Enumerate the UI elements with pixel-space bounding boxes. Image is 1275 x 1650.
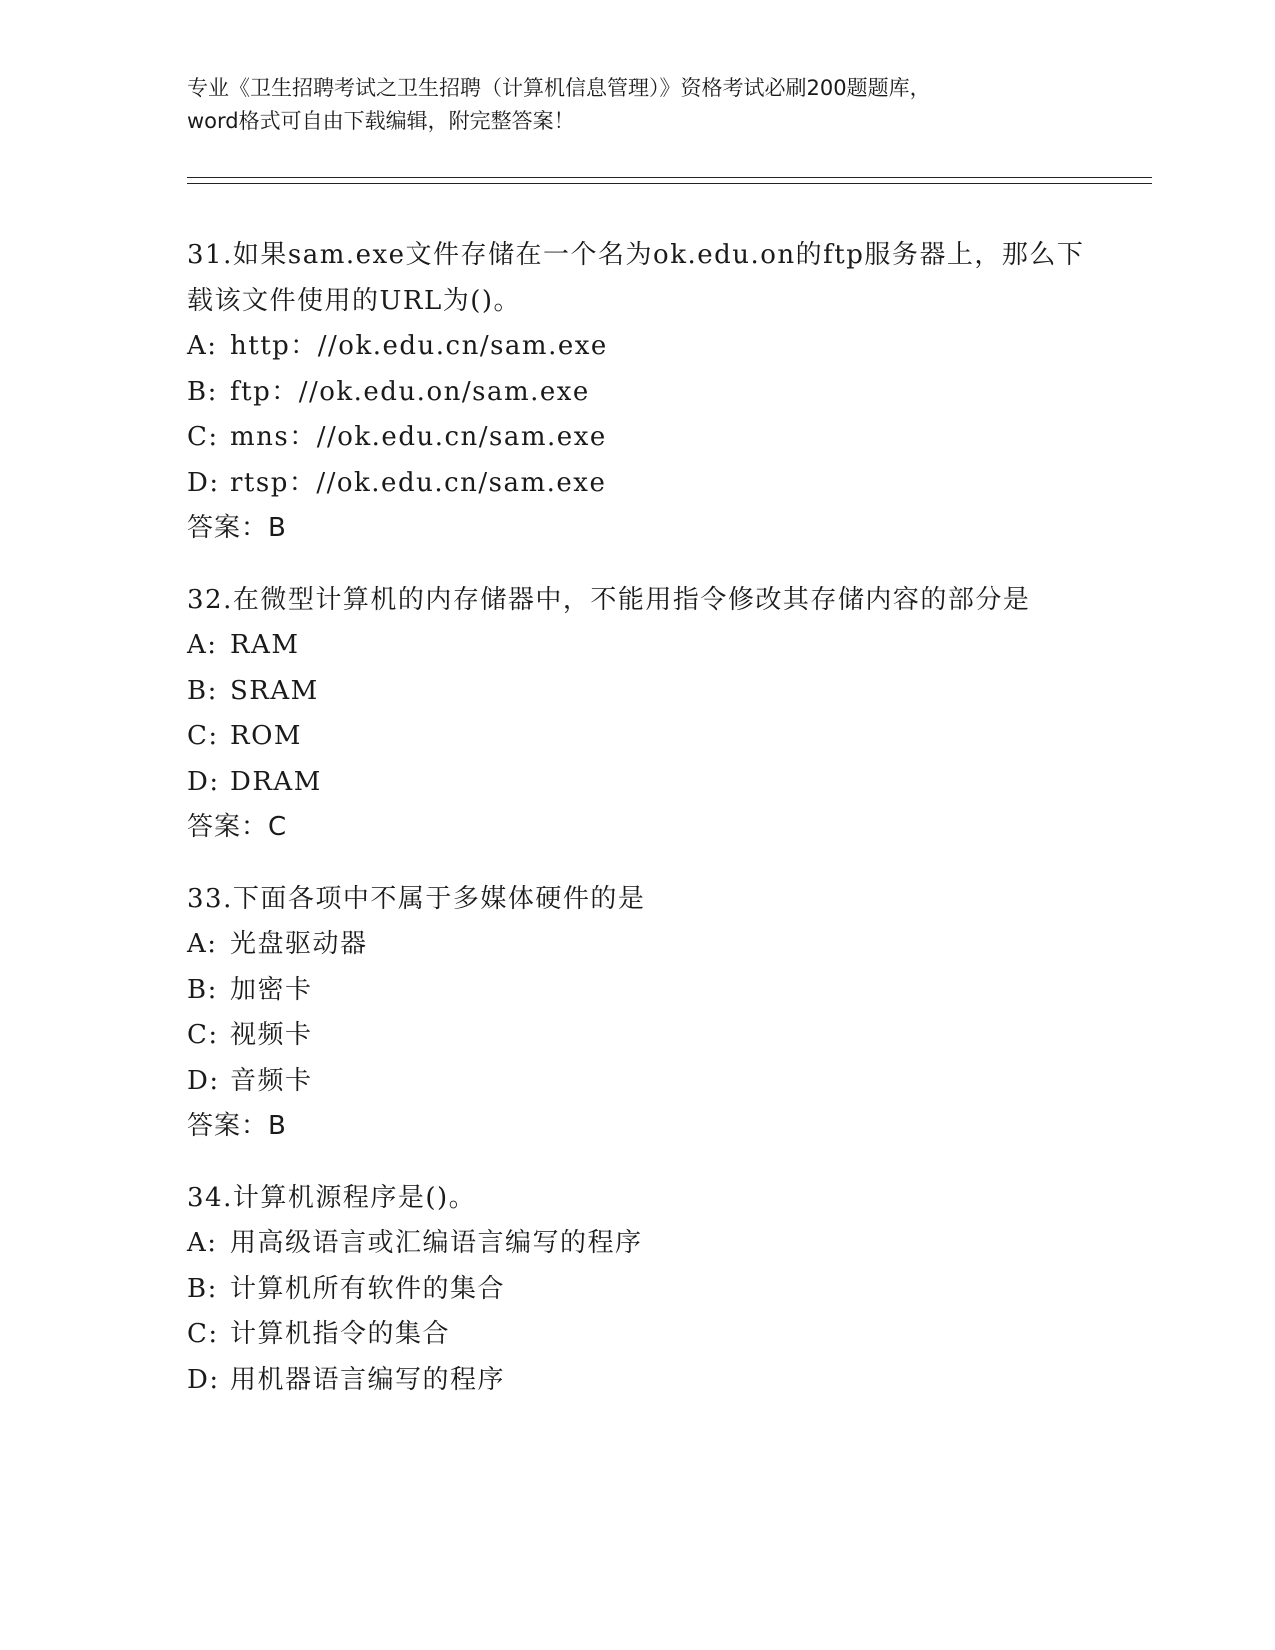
option-text: RAM — [230, 630, 300, 660]
question-text: 32.在微型计算机的内存储器中，不能用指令修改其存储内容的部分是 — [187, 585, 1031, 615]
option-a — [187, 324, 1087, 370]
option-text: 用高级语言或汇编语言编写的程序 — [230, 1228, 643, 1258]
option-text: SRAM — [230, 675, 319, 706]
option-text: 计算机指令的集合 — [230, 1319, 451, 1349]
option-a — [187, 922, 1087, 968]
option-b — [187, 1267, 1087, 1313]
option-c — [187, 1013, 1087, 1059]
answer-line: 答案：B — [187, 1111, 287, 1141]
option-text: 视频卡 — [230, 1020, 313, 1050]
option-text: rtsp：//ok.edu.cn/sam.exe — [230, 467, 607, 498]
option-d — [187, 461, 1087, 507]
option-text: 加密卡 — [230, 974, 313, 1005]
option-letter: D: — [187, 766, 220, 797]
header-divider-bottom — [187, 183, 1152, 184]
question-31 — [187, 232, 1087, 551]
header-line-1: 专业《卫生招聘考试之卫生招聘（计算机信息管理）》资格考试必刷200题题库， — [187, 76, 931, 100]
option-text: ROM — [230, 721, 303, 751]
question-text: 33.下面各项中不属于多媒体硬件的是 — [187, 884, 646, 914]
option-letter: B: — [187, 974, 218, 1005]
option-d — [187, 1358, 1087, 1404]
question-33 — [187, 876, 1087, 1149]
option-b — [187, 968, 1087, 1014]
option-letter: D: — [187, 1065, 220, 1096]
question-32 — [187, 577, 1087, 850]
option-letter: A: — [187, 929, 218, 959]
option-c — [187, 1312, 1087, 1358]
option-letter: A: — [187, 1228, 218, 1258]
option-text: ftp：//ok.edu.on/sam.exe — [230, 376, 590, 407]
option-letter: C: — [187, 721, 219, 751]
question-text: 31.如果sam.exe文件存储在一个名为ok.edu.on的ftp服务器上，那么下载该文件使用的URL为()。 — [187, 240, 1085, 316]
option-a — [187, 1221, 1087, 1267]
option-text: 光盘驱动器 — [230, 929, 368, 959]
option-letter: B: — [187, 1273, 218, 1304]
option-letter: C: — [187, 1319, 219, 1349]
option-a — [187, 623, 1087, 669]
question-list — [187, 232, 1087, 1429]
option-letter: B: — [187, 675, 218, 706]
option-c — [187, 415, 1087, 461]
option-letter: C: — [187, 1020, 219, 1050]
option-text: 用机器语言编写的程序 — [230, 1364, 506, 1395]
option-text: 计算机所有软件的集合 — [230, 1273, 506, 1304]
option-d — [187, 1059, 1087, 1105]
option-text: http：//ok.edu.cn/sam.exe — [230, 331, 608, 361]
option-text: 音频卡 — [230, 1065, 313, 1096]
option-c — [187, 714, 1087, 760]
question-text: 34.计算机源程序是()。 — [187, 1183, 477, 1213]
option-text: DRAM — [230, 766, 322, 797]
option-letter: D: — [187, 467, 220, 498]
option-b — [187, 370, 1087, 416]
document-header — [187, 72, 1087, 138]
answer-line: 答案：B — [187, 513, 287, 543]
option-b — [187, 669, 1087, 715]
option-letter: C: — [187, 422, 219, 452]
option-text: mns：//ok.edu.cn/sam.exe — [230, 422, 607, 452]
header-divider-top — [187, 177, 1152, 178]
option-d — [187, 760, 1087, 806]
option-letter: D: — [187, 1364, 220, 1395]
header-line-2: word格式可自由下载编辑，附完整答案！ — [187, 109, 575, 133]
option-letter: B: — [187, 376, 218, 407]
question-34 — [187, 1175, 1087, 1403]
option-letter: A: — [187, 630, 218, 660]
answer-line: 答案：C — [187, 812, 288, 842]
option-letter: A: — [187, 331, 218, 361]
